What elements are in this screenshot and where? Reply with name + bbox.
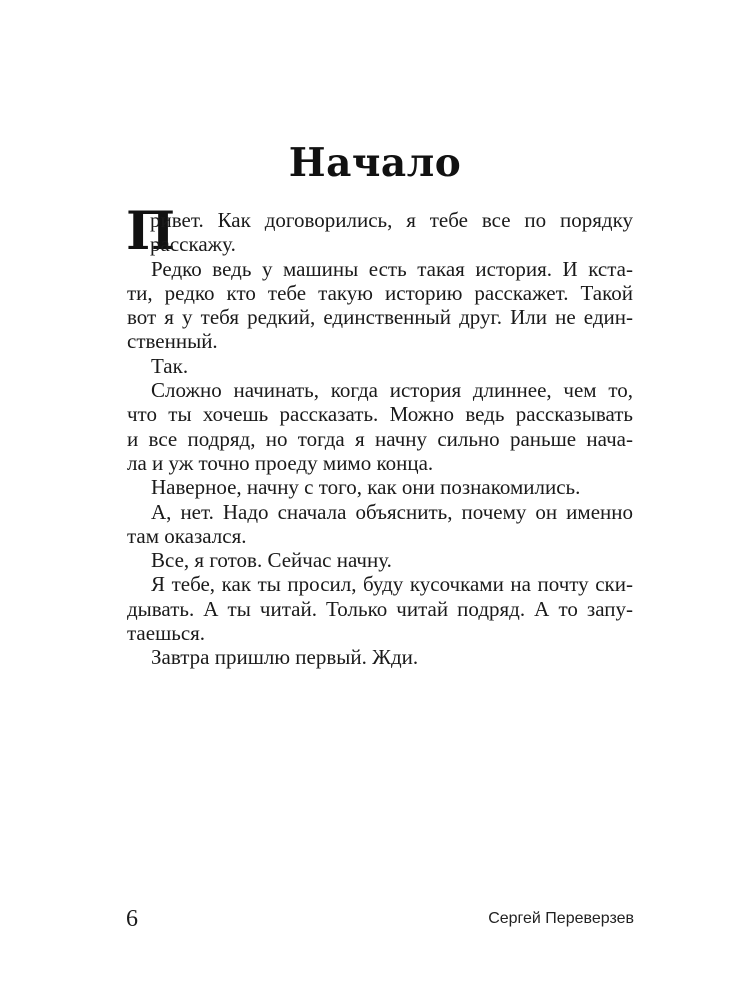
text-line: Все, я готов. Сейчас начну. [151,548,392,573]
text-line: что ты хочешь рассказать. Можно ведь рассказывать [127,402,633,427]
text-line: Я тебе, как ты просил, буду кусочками на почту ски- [151,572,633,597]
running-footer-author: Сергей Переверзев [488,910,634,927]
text-line: вот я у тебя редкий, единственный друг. Или не един- [127,305,633,330]
text-line: Так. [151,353,189,378]
drop-cap-letter: П [126,201,176,262]
chapter-body [126,201,633,670]
text-line: дывать. А ты читай. Только читай подряд. А то запу- [127,596,633,621]
text-line: ривет. Как договорились, я тебе все по порядку [150,208,633,232]
text-line: там оказался. [127,523,247,548]
text-line: Завтра пришлю первый. Жди. [151,645,419,670]
text-line: ти, редко кто тебе такую историю расскажет. Такой [127,280,633,305]
text-line: Наверное, начну с того, как они познакомились. [151,475,581,500]
text-line: таешься. [127,621,206,646]
text-line: Редко ведь у машины есть такая история. И кста- [151,256,633,281]
text-line: расскажу. [150,232,236,257]
chapter-title: Начало [288,140,462,186]
text-line: и все подряд, но тогда я начну сильно раньше нача- [127,426,633,451]
page-number: 6 [126,906,138,932]
text-line: ственный. [127,329,218,354]
text-line: А, нет. Надо сначала объяснить, почему он именно [151,499,633,524]
text-line: Сложно начинать, когда история длиннее, чем то, [151,378,633,403]
text-line: ла и уж точно проеду мимо конца. [127,450,434,475]
